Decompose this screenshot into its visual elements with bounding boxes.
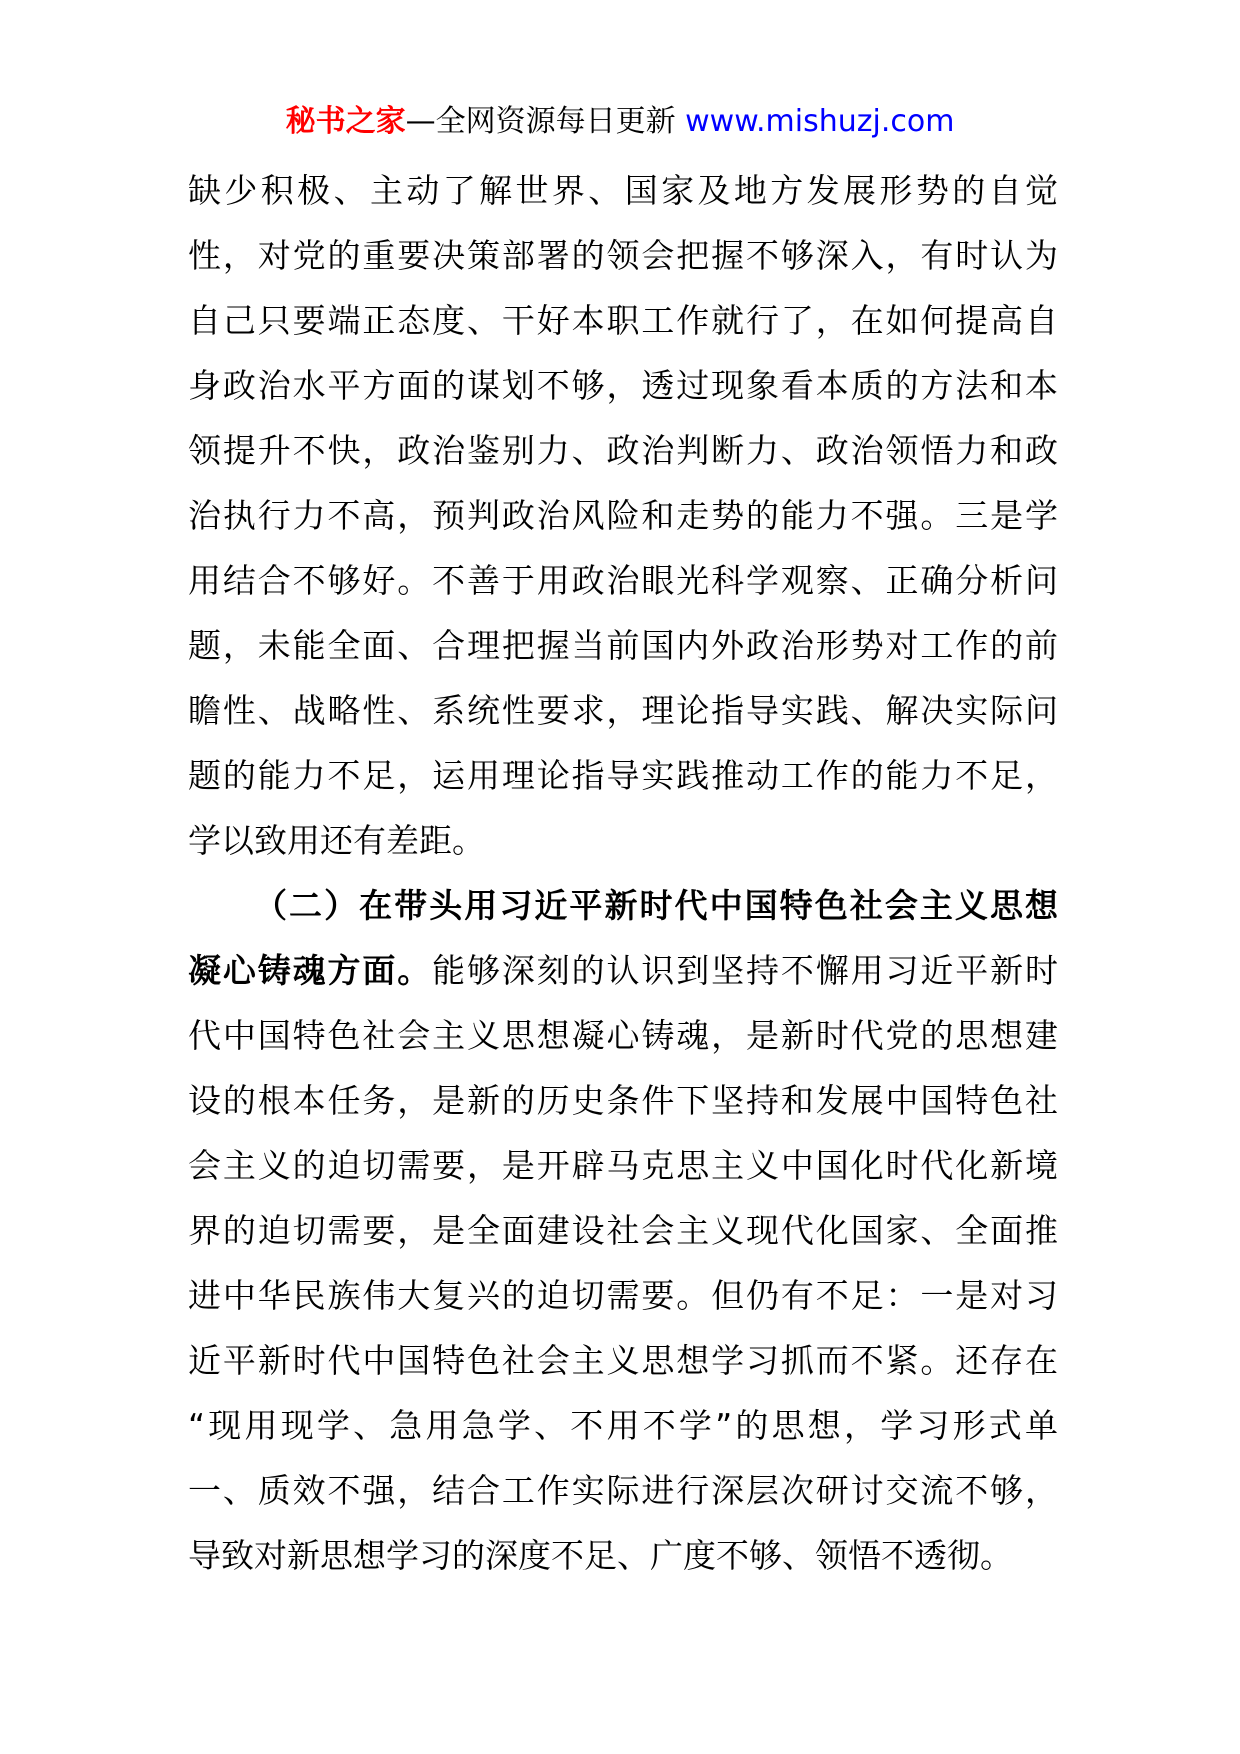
text-line: 性，对党的重要决策部署的领会把握不够深入，有时认为: [188, 236, 1058, 275]
text-line: 进中华民族伟大复兴的迫切需要。但仍有不足：一是对习: [188, 1276, 1058, 1315]
text-line: 设的根本任务，是新的历史条件下坚持和发展中国特色社: [188, 1081, 1058, 1120]
text-line: “现用现学、急用急学、不用不学”的思想，学习形式单: [188, 1406, 1058, 1445]
text-line: 领提升不快，政治鉴别力、政治判断力、政治领悟力和政: [188, 431, 1058, 470]
text-line: [188, 938, 1058, 1003]
text-line: 身政治水平方面的谋划不够，透过现象看本质的方法和本: [188, 366, 1058, 405]
text-segment: 能够深刻的认识到坚持不懈用习近平新时: [432, 951, 1058, 990]
text-line: 自己只要端正态度、干好本职工作就行了，在如何提高自: [188, 301, 1058, 340]
section-heading: （二）在带头用习近平新时代中国特色社会主义思想: [254, 886, 1058, 925]
text-line: 瞻性、战略性、系统性要求，理论指导实践、解决实际问: [188, 691, 1058, 730]
text-line: 界的迫切需要，是全面建设社会主义现代化国家、全面推: [188, 1211, 1058, 1250]
text-line: 缺少积极、主动了解世界、国家及地方发展形势的自觉: [188, 171, 1058, 210]
text-line: 导致对新思想学习的深度不足、广度不够、领悟不透彻。: [188, 1536, 1013, 1575]
text-line: 学以致用还有差距。: [188, 821, 485, 860]
text-line: 用结合不够好。不善于用政治眼光科学观察、正确分析问: [188, 561, 1058, 600]
header-url-link[interactable]: www.mishuzj.com: [685, 104, 955, 139]
text-line: 治执行力不高，预判政治风险和走势的能力不强。三是学: [188, 496, 1058, 535]
header-tagline: —全网资源每日更新: [405, 104, 686, 139]
text-line: 题的能力不足，运用理论指导实践推动工作的能力不足，: [188, 756, 1058, 795]
header-brand: 秘书之家: [285, 104, 406, 139]
paragraph-1: [188, 158, 1058, 873]
text-line: 近平新时代中国特色社会主义思想学习抓而不紧。还存在: [188, 1341, 1058, 1380]
text-line: 代中国特色社会主义思想凝心铸魂，是新时代党的思想建: [188, 1016, 1058, 1055]
page-header: [0, 100, 1240, 144]
paragraph-2: [188, 873, 1058, 1588]
text-line: 题，未能全面、合理把握当前国内外政治形势对工作的前: [188, 626, 1058, 665]
text-line: 一、质效不强，结合工作实际进行深层次研讨交流不够，: [188, 1471, 1058, 1510]
section-heading-end: 凝心铸魂方面。: [188, 951, 433, 990]
text-line: 会主义的迫切需要，是开辟马克思主义中国化时代化新境: [188, 1146, 1058, 1185]
document-body: [188, 158, 1058, 1588]
